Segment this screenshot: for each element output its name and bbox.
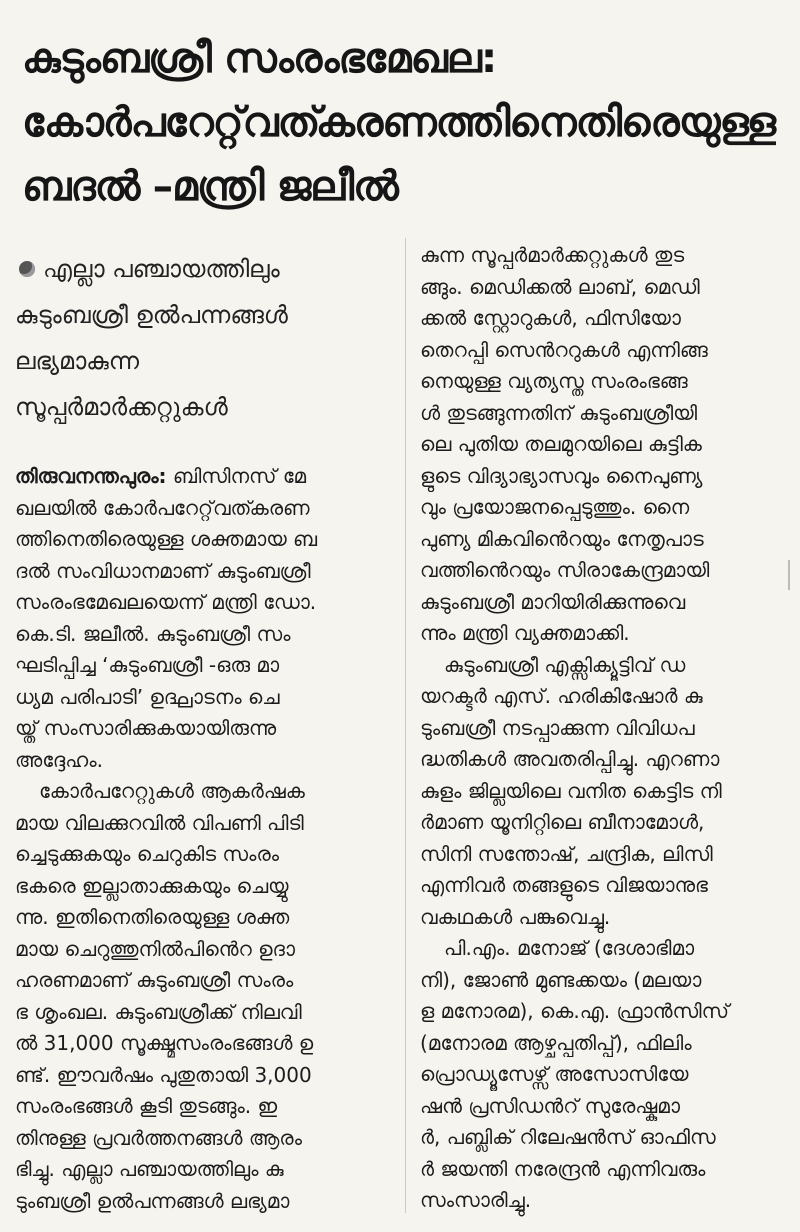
bullet-icon	[19, 261, 35, 277]
text-line: ഘടിപ്പിച്ച ‘കുടുംബശ്രീ -ഒരു മാ	[15, 653, 280, 677]
text-line: (മനോരമ ആഴ്ചപ്പതിപ്പ്), ഫിലിം	[420, 1030, 692, 1055]
text-line: എന്നിവർ തങ്ങളുടെ വിജയാനുഭ	[420, 873, 708, 897]
text-line: ക്കൽ സ്റ്റോറുകൾ, ഫിസിയോ	[420, 306, 681, 330]
text-line: ധ്യമ പരിപാടി’ ഉദ്ഘാടനം ചെ	[15, 684, 280, 709]
dateline: തിരുവനന്തപുരം:	[15, 464, 167, 488]
right-column-text	[420, 240, 800, 1217]
text-line: യ്ത് സംസാരിക്കുകയായിരുന്നു	[15, 716, 277, 740]
text-line: പി.എം. മനോജ് (ദേശാഭിമാ	[444, 936, 695, 960]
text-line: ടുംബശ്രീ നടപ്പാക്കുന്ന വിവിധപ	[420, 715, 695, 740]
column-divider	[405, 238, 406, 1213]
kicker-line: സൂപ്പർമാർക്കറ്റുകൾ	[15, 393, 228, 421]
text-line: പ്രൊഡ്യൂസേഴ്സ് അസോസിയേ	[420, 1062, 689, 1086]
text-fragment: ബിസിനസ് മേ	[166, 464, 307, 488]
text-line: ളുടെ വിദ്യാഭ്യാസവും നൈപുണ്യ	[420, 463, 703, 488]
text-line: ന്നും മന്ത്രി വ്യക്തമാക്കി.	[420, 621, 630, 645]
text-line: ള മനോരമ), കെ.എ. ഫ്രാൻസിസ്	[420, 999, 730, 1023]
text-line: ങ്ങും. മെഡിക്കൽ ലാബ്, മെഡി	[420, 274, 700, 299]
text-line: ൽ 31,000 സൂക്ഷ്മസംരംഭങ്ങൾ ഉ	[15, 1031, 314, 1055]
text-line: ഭ ശൃംഖല. കുടുംബശ്രീക്ക് നിലവി	[15, 999, 302, 1024]
text-line: ഖലയിൽ കോർപറേറ്റ്‌വത്കരണ	[15, 495, 310, 520]
text-line: തെറപ്പി സെൻററുകൾ എന്നിങ്ങ	[420, 337, 708, 362]
text-line: ലെ പുതിയ തലമുറയിലെ കുട്ടിക	[420, 432, 702, 456]
text-line: കുന്ന സൂപ്പർമാർക്കറ്റുകൾ തുട	[420, 243, 685, 267]
text-line: കുളം ജില്ലയിലെ വനിത കെട്ടിട നി	[420, 778, 722, 803]
text-line: ണ്ട്. ഈവർഷം പുതുതായി 3,000	[15, 1062, 312, 1087]
text-line: വും പ്രയോജനപ്പെടുത്തും. നൈ	[420, 495, 690, 519]
text-line: അദ്ദേഹം.	[15, 747, 103, 772]
headline	[22, 26, 782, 218]
headline-line: ബദൽ –മന്ത്രി ജലീൽ	[22, 162, 398, 210]
left-column-text	[15, 461, 400, 1217]
text-line: സംരംഭങ്ങൾ കൂടി തുടങ്ങും. ഇ	[15, 1094, 278, 1118]
text-line: ർ ജയന്തി നരേന്ദ്രൻ എന്നിവരും	[420, 1156, 706, 1181]
text-line: സംസാരിച്ചു.	[420, 1188, 532, 1212]
kicker-line: എല്ലാ പഞ്ചായത്തിലും	[43, 255, 280, 283]
text-line: സിനി സന്തോഷ്, ചന്ദ്രിക, ലിസി	[420, 841, 713, 866]
text-line: ർ, പബ്ലിക് റിലേഷൻസ് ഓഫിസ	[420, 1125, 716, 1149]
kicker-line: കുടുംബശ്രീ ഉൽപന്നങ്ങൾ	[15, 301, 288, 329]
text-line: വകഥകൾ പങ്കുവെച്ചു.	[420, 904, 611, 929]
headline-line: കുടുംബശ്രീ സംരംഭമേഖല:	[22, 34, 497, 82]
text-line: കെ.ടി. ജലീൽ. കുടുംബശ്രീ സം	[15, 621, 291, 646]
kicker-line: ലഭ്യമാകുന്ന	[15, 347, 140, 375]
headline-line: കോർപറേറ്റ്‌വത്കരണത്തിനെതിരെയുള്ള	[22, 98, 776, 146]
paper-edge-mark	[788, 560, 796, 590]
text-line: തിനുള്ള പ്രവർത്തനങ്ങൾ ആരം	[15, 1125, 302, 1150]
text-line: ന്നു. ഇതിനെതിരെയുള്ള ശക്ത	[15, 905, 290, 929]
text-line: യറക്ടർ എസ്. ഹരികിഷോർ കു	[420, 684, 703, 708]
text-line: കുടുംബശ്രീ എക്സിക്യൂട്ടിവ് ഡ	[444, 652, 686, 677]
text-line: മായ ചെറുത്തുനിൽപിൻെറ ഉദാ	[15, 936, 295, 961]
text-line: ടുംബശ്രീ ഉൽപന്നങ്ങൾ ലഭ്യമാ	[15, 1188, 290, 1213]
text-line: നി), ജോൺ മുണ്ടക്കയം (മലയാ	[420, 967, 702, 992]
text-line: ഭകരെ ഇല്ലാതാക്കുകയും ചെയ്യു	[15, 873, 289, 898]
text-line: ർമാണ യൂനിറ്റിലെ ബീനാമോൾ,	[420, 810, 705, 834]
text-line: നെയുള്ള വ്യത്യസ്ത സംരംഭങ്ങ	[420, 369, 688, 393]
text-line: കോർപറേറ്റുകൾ ആകർഷക	[39, 779, 305, 803]
text-line: പുണ്യ മികവിൻെറയും നേതൃപാട	[420, 526, 704, 551]
text-line: സംരംഭമേഖലയെന്ന് മന്ത്രി ഡോ.	[15, 590, 317, 614]
text-line: ഹരണമാണ് കുടുംബശ്രീ സംരം	[15, 968, 294, 992]
text-line: ഷൻ പ്രസിഡൻറ് സുരേഷ്കുമാ	[420, 1093, 680, 1118]
text-line: ദ്ധതികൾ അവതരിപ്പിച്ചു. എറണാ	[420, 747, 720, 771]
text-line: ത്തിനെതിരെയുള്ള ശക്തമായ ബ	[15, 527, 318, 551]
kicker-subheading	[15, 246, 395, 430]
text-line	[15, 461, 400, 493]
text-line: ൾ തുടങ്ങുന്നതിന് കുടുംബശ്രീയി	[420, 400, 698, 425]
text-line: ച്ചെടുക്കുകയും ചെറുകിട സംരം	[15, 842, 280, 866]
text-line: വത്തിൻെറയും സിരാകേന്ദ്രമായി	[420, 558, 710, 582]
text-line: മായ വിലക്കുറവിൽ വിപണി പിടി	[15, 810, 304, 835]
text-line: ഭിച്ചു. എല്ലാ പഞ്ചായത്തിലും കു	[15, 1157, 284, 1181]
text-line: കുടുംബശ്രീ മാറിയിരിക്കുന്നുവെ	[420, 589, 686, 614]
text-line: ദൽ സംവിധാനമാണ് കുടുംബശ്രീ	[15, 558, 311, 583]
